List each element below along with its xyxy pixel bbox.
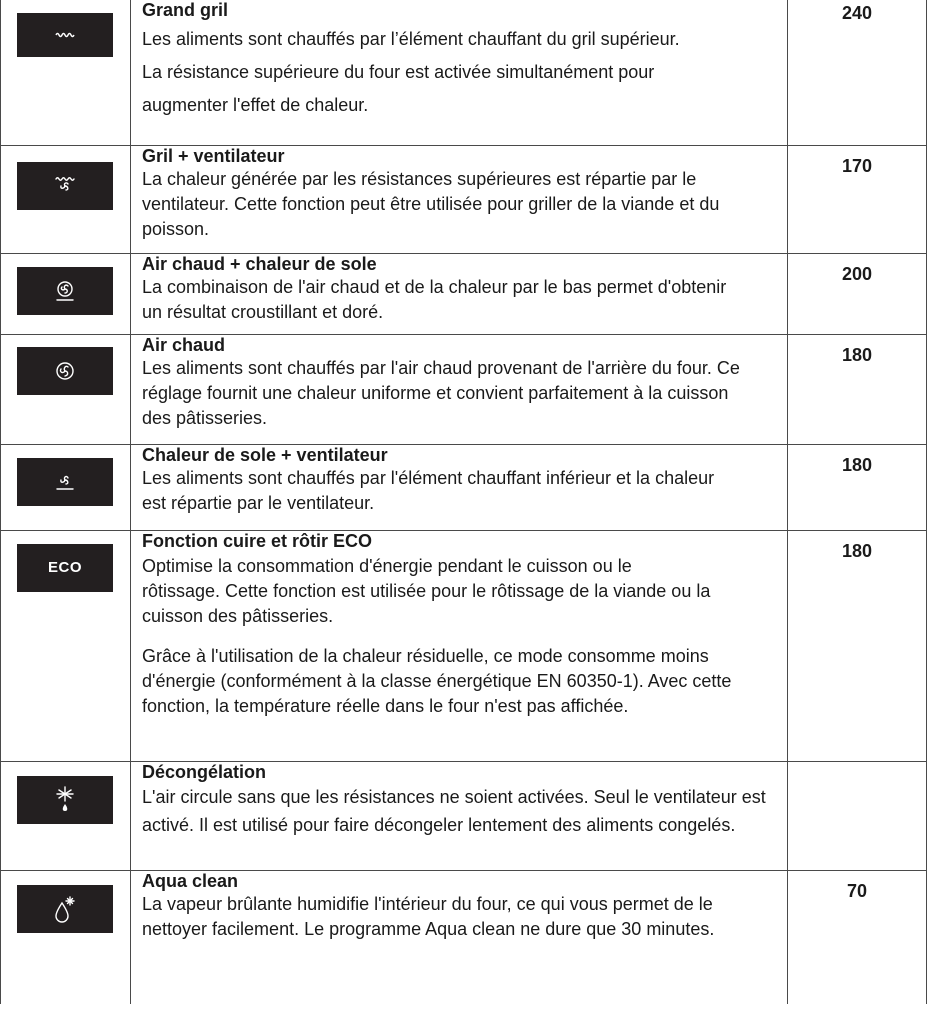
grill-fan-icon <box>17 162 113 210</box>
eco-icon <box>17 544 113 592</box>
aqua-clean-icon <box>17 885 113 933</box>
eco-icon-label: ECO <box>47 559 82 576</box>
recommended-temperature: 70 <box>846 880 868 901</box>
function-title: Aqua clean <box>142 870 239 891</box>
table-row <box>1 761 927 870</box>
function-title: Chaleur de sole + ventilateur <box>142 444 388 465</box>
function-description: La vapeur brûlante humidifie l'intérieur du four, ce qui vous permet de le nettoyer facilement. Le programme Aqua clean ne dure que 30 minutes. <box>142 893 715 939</box>
recommended-temperature: 180 <box>841 344 873 365</box>
function-description: La combinaison de l'air chaud et de la chaleur par le bas permet d'obtenir un résultat croustillant et doré. <box>142 276 727 322</box>
function-description: L'air circule sans que les résistances ne soient activées. Seul le ventilateur est activé. Il est utilisé pour faire décongeler lentement des aliments congelés. <box>142 786 766 835</box>
function-title: Air chaud <box>142 334 226 355</box>
function-description: La chaleur générée par les résistances supérieures est répartie par le ventilateur. Cette fonction peut être utilisée pour griller de la viande et du poisson. <box>142 168 720 239</box>
grand-grill-icon <box>17 13 113 57</box>
hot-air-icon <box>17 347 113 395</box>
table-row <box>1 334 927 444</box>
bottom-heat-fan-icon <box>17 458 113 506</box>
recommended-temperature: 200 <box>841 263 873 284</box>
function-description-extra: Grâce à l'utilisation de la chaleur résiduelle, ce mode consomme moins d'énergie (conformément à la classe énergétique EN 60350-1). Avec cette fonction, la température réelle dans le four n'est pas affichée. <box>142 645 732 716</box>
function-title: Décongélation <box>142 761 267 782</box>
table-row <box>1 253 927 334</box>
table-row <box>1 0 927 145</box>
defrost-icon <box>17 776 113 824</box>
table-row <box>1 444 927 530</box>
function-description: Les aliments sont chauffés par l'élément chauffant inférieur et la chaleur est répartie par le ventilateur. <box>142 467 715 513</box>
recommended-temperature: 170 <box>841 155 873 176</box>
function-title: Air chaud + chaleur de sole <box>142 253 377 274</box>
function-title: Grand gril <box>142 0 229 20</box>
table-row <box>1 870 927 1004</box>
function-description: Les aliments sont chauffés par l'air chaud provenant de l'arrière du four. Ce réglage fournit une chaleur uniforme et convient parfaitement à la cuisson des pâtisseries. <box>142 357 740 428</box>
function-description: Optimise la consommation d'énergie pendant le cuisson ou le rôtissage. Cette fonction est utilisée pour le rôtissage de la viande ou la cuisson des pâtisseries. <box>142 555 711 626</box>
recommended-temperature: 240 <box>841 3 873 23</box>
function-title: Gril + ventilateur <box>142 145 285 166</box>
table-row <box>1 530 927 761</box>
table-row <box>1 145 927 253</box>
hot-air-bottom-heat-icon <box>17 267 113 315</box>
recommended-temperature: 180 <box>841 454 873 475</box>
function-description: Les aliments sont chauffés par l’élément chauffant du gril supérieur. La résistance supérieure du four est activée simultanément pour augmenter l'effet de chaleur. <box>142 29 680 115</box>
recommended-temperature: 180 <box>841 540 873 561</box>
function-title: Fonction cuire et rôtir ECO <box>142 530 373 551</box>
